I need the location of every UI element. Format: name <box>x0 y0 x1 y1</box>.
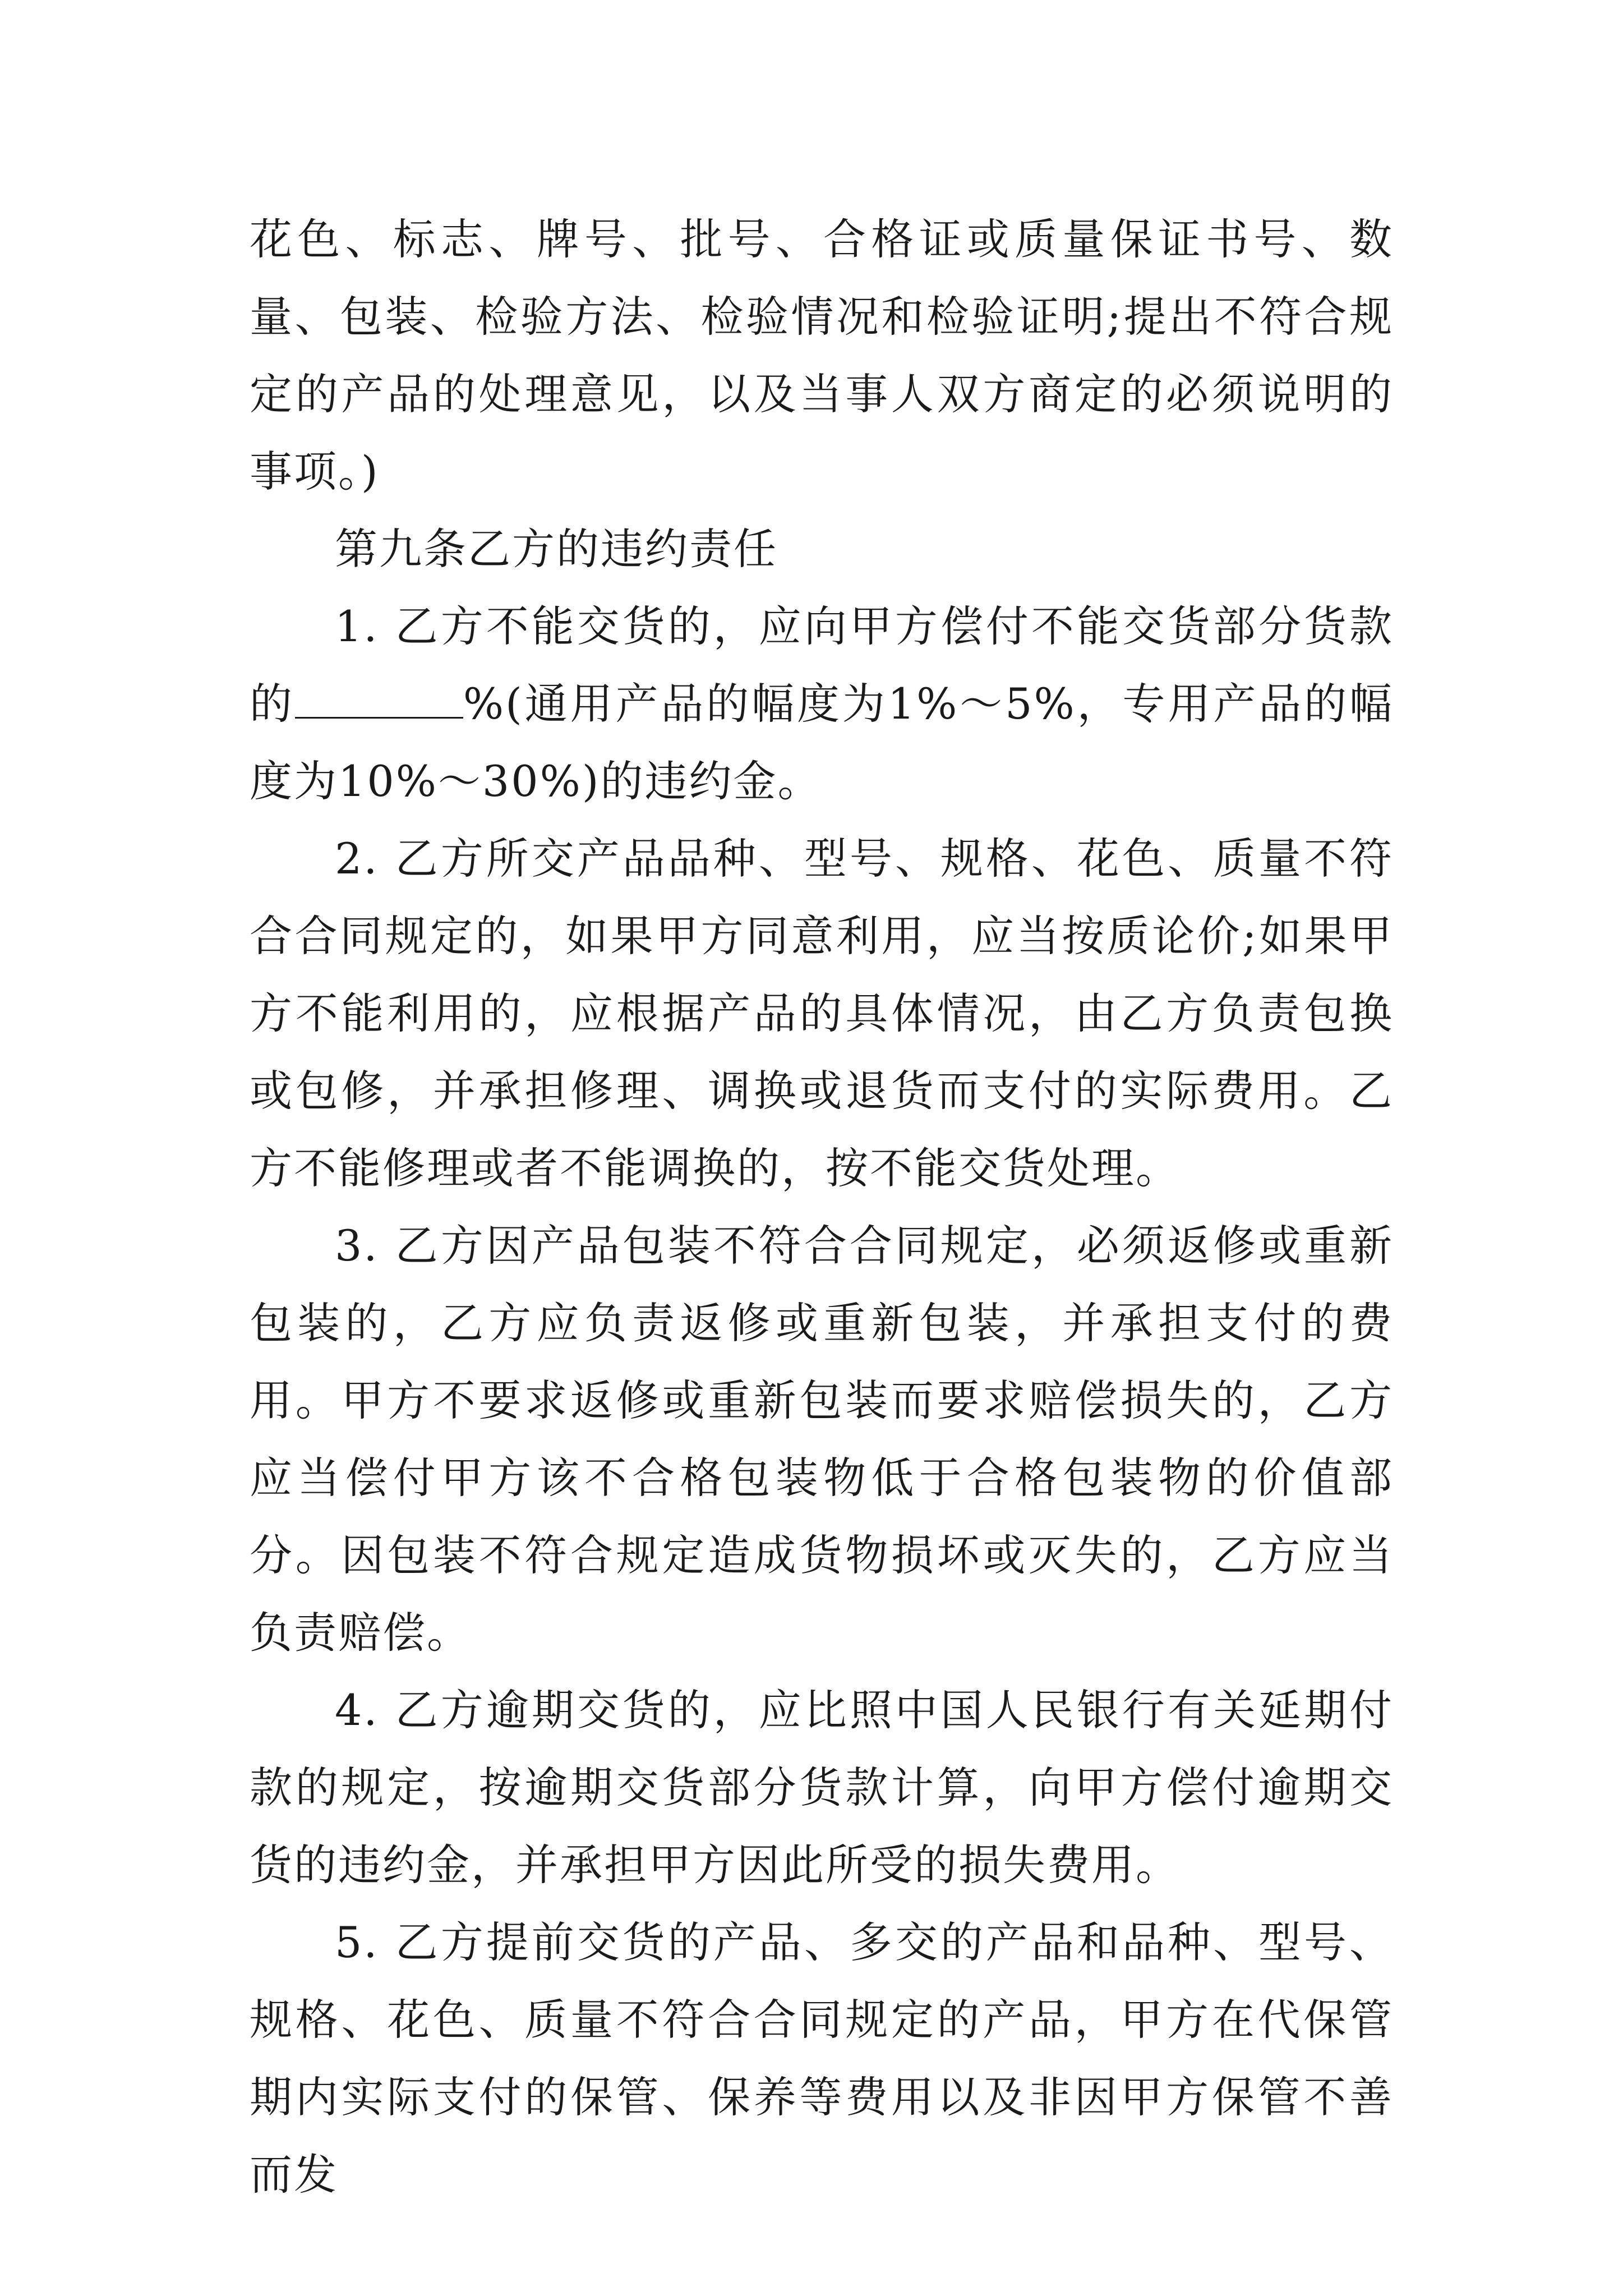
paragraph-intro: 花色、标志、牌号、批号、合格证或质量保证书号、数量、包装、检验方法、检验情况和检验证明;提出不符合规定的产品的处理意见，以及当事人双方商定的必须说明的事项。) <box>250 214 1394 496</box>
article-heading: 第九条乙方的违约责任 <box>335 524 778 574</box>
document-body <box>250 201 1394 2214</box>
paragraph-item-5: 5. 乙方提前交货的产品、多交的产品和品种、型号、规格、花色、质量不符合合同规定的产品，甲方在代保管期内实际支付的保管、保养等费用以及非因甲方保管不善而发 <box>250 1917 1394 2200</box>
paragraph-item-3: 3. 乙方因产品包装不符合合同规定，必须返修或重新包装的，乙方应负责返修或重新包装，并承担支付的费用。甲方不要求返修或重新包装而要求赔偿损失的，乙方应当偿付甲方该不合格包装物低于合格包装物的价值部分。因包装不符合规定造成货物损坏或灭失的，乙方应当负责赔偿。 <box>250 1221 1394 1658</box>
paragraph-item-1 <box>250 588 1394 820</box>
fill-in-blank <box>295 683 463 719</box>
paragraph-item-2: 2. 乙方所交产品品种、型号、规格、花色、质量不符合合同规定的，如果甲方同意利用，应当按质论价;如果甲方不能利用的，应根据产品的具体情况，由乙方负责包换或包修，并承担修理、调换或退货而支付的实际费用。乙方不能修理或者不能调换的，按不能交货处理。 <box>250 834 1394 1193</box>
paragraph-item-4: 4. 乙方逾期交货的，应比照中国人民银行有关延期付款的规定，按逾期交货部分货款计算，向甲方偿付逾期交货的违约金，并承担甲方因此所受的损失费用。 <box>250 1685 1394 1890</box>
item-1-text-after: %(通用产品的幅度为1%～5%，专用产品的幅度为10%～30%)的违约金。 <box>250 679 1394 806</box>
item-1-text-before: 1. 乙方不能交货的，应向甲方偿付不能交货部分货款的 <box>250 601 1394 729</box>
